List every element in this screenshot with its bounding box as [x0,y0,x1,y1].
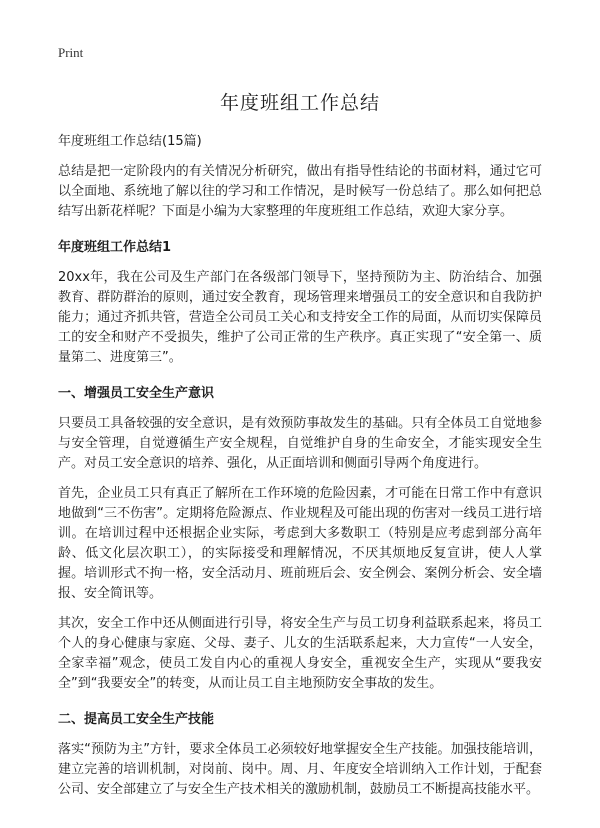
print-link[interactable]: Print [58,45,84,60]
article-heading: 年度班组工作总结1 [58,240,172,255]
section-2-heading: 二、提高员工安全生产技能 [58,712,215,727]
document-subtitle: 年度班组工作总结(15篇) [58,134,202,149]
intro-paragraph: 总结是把一定阶段内的有关情况分析研究，做出有指导性结论的书面材料，通过它可以全面地、系统地了解以往的学习和工作情况，是时候写一份总结了。那么如何把总结写出新花样呢？下面是小编为大家整理的年度班组工作总结，欢迎大家分享。 [58,164,542,219]
section-1-heading: 一、增强员工安全生产意识 [58,386,215,401]
document-title: 年度班组工作总结 [219,92,380,114]
section-1-paragraph-3: 其次，安全工作中还从侧面进行引导，将安全生产与员工切身利益联系起来，将员工个人的身心健康与家庭、父母、妻子、儿女的生活联系起来，大力宣传“一人安全，全家幸福”观念，使员工发自内心的重视人身安全，重视安全生产，实现从“要我安全”到“我要安全”的转变，从而让员工自主地预防安全事故的发生。 [58,616,542,691]
section-2-paragraph-1: 落实“预防为主”方针，要求全体员工必须较好地掌握安全生产技能。加强技能培训，建立完善的培训机制，对岗前、岗中。周、月、年度安全培训纳入工作计划，于配套公司、安全部建立了与安全生产技术相关的激励机制，鼓励员工不断提高技能水平。 [58,742,542,797]
section-1-paragraph-2: 首先，企业员工只有真正了解所在工作环境的危险因素，才可能在日常工作中有意识地做到“三不伤害”。定期将危险源点、作业规程及可能出现的伤害对一线员工进行培训。在培训过程中还根据企业实际，考虑到大多数职工（特别是应考虑到部分高年龄、低文化层次职工），的实际接受和理解情况，不厌其烦地反复宣讲，使人人掌握。培训形式不拘一格，安全活动月、班前班后会、安全例会、案例分析会、安全墙报、安全简讯等。 [58,486,542,601]
opening-paragraph: 20xx年，我在公司及生产部门在各级部门领导下，坚持预防为主、防治结合、加强教育、群防群治的原则，通过安全教育，现场管理来增强员工的安全意识和自我防护能力；通过齐抓共管，营造全公司员工关心和支持安全工作的局面，从而切实保障员工的安全和财产不受损失，维护了公司正常的生产秩序。真正实现了“安全第一、质量第二、进度第三”。 [58,270,542,365]
section-1-paragraph-1: 只要员工具备较强的安全意识，是有效预防事故发生的基础。只有全体员工自觉地参与安全管理，自觉遵循生产安全规程，自觉维护自身的生命安全，才能实现安全生产。对员工安全意识的培养、强化，从正面培训和侧面引导两个角度进行。 [58,416,542,471]
